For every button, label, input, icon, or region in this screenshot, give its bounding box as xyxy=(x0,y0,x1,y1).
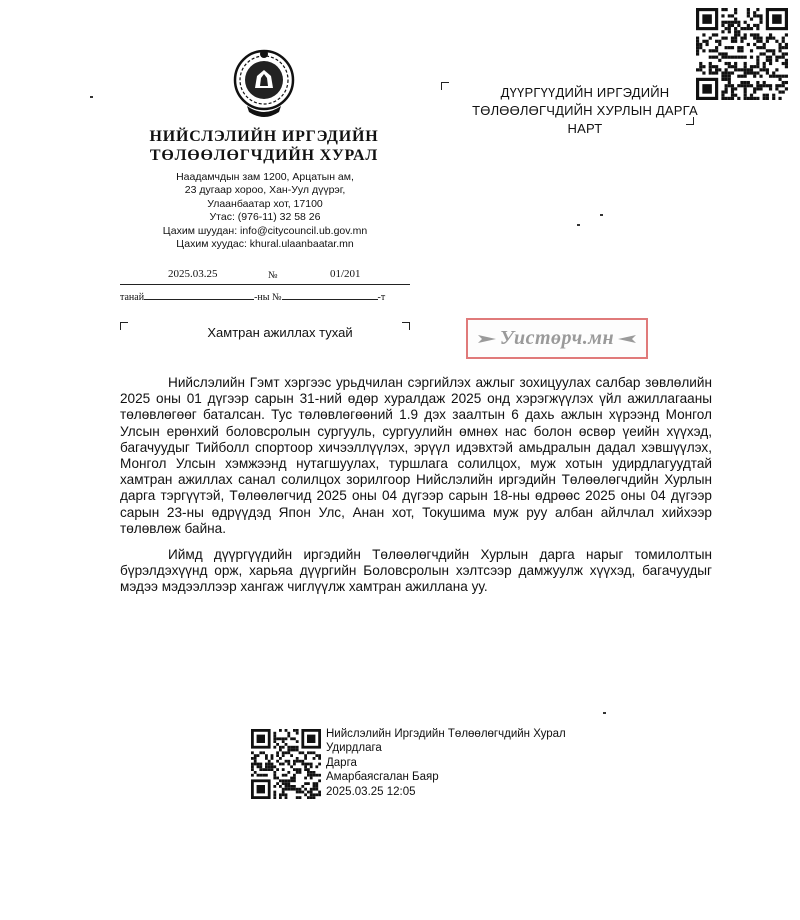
source-watermark xyxy=(466,318,648,359)
recipient-line2: ТӨЛӨӨЛӨГЧДИЙН ХУРЛЫН ДАРГА xyxy=(472,103,698,118)
document-date: 2025.03.25 xyxy=(168,268,218,280)
number-label: № xyxy=(268,270,278,281)
body-paragraph: Нийслэлийн Гэмт хэргээс урьдчилан сэргийлэх ажлыг зохицуулах салбар зөвлөлийн 2025 оны 01 дүгээр сарын 31-ний өдөр хуралдаж 2025 онд хэрэгжүүлэх үйл ажиллагааны төлөвлөгөөг баталсан. Тус төлөвлөгөөний 1.9 дэх заалтын 6 дахь ажлын хүрээнд Монгол Улсын ерөнхий боловсролын сургууль, сургуулийн өмнөх нас болон өсвөр үеийн хүүхэд, багачуудыг Тийболл спортоор хичээллүүлэх, эрүүл идэвхтэй амьдралын дадал хэвшүүлэх, Монгол Улсын хэмжээнд нутагшуулах, туршлага солилцох, муж хотын удирдлагуудтай хамтран ажиллах санал солилцох зорилгоор Нийслэлийн иргэдийн Төлөөлөгчдийн Хурлын дарга тэргүүтэй, Төлөөлөгчид 2025 оны 04 дүгээр сарын 18-ны өдрөөс 2025 оны 04 дүгээр сарын 23-ны өдрүүдэд Япон Улс, Анан хот, Токушима муж руу албан айлчлал хийхээр төлөвлөж байна. xyxy=(120,375,712,536)
subject-corner-mark xyxy=(402,322,410,330)
tany-label: танай xyxy=(120,292,145,303)
signature-position: Дарга xyxy=(326,756,357,769)
wing-left-icon xyxy=(476,334,496,344)
signature-organization: Нийслэлийн Иргэдийн Төлөөлөгчдийн Хурал xyxy=(326,728,566,740)
letter-body xyxy=(120,375,712,606)
address-line1: Наадамчдын зам 1200, Арцатын ам, xyxy=(176,171,354,183)
signature-department: Удирдлага xyxy=(326,742,382,755)
email-address: Цахим шуудан: info@citycouncil.ub.gov.mn xyxy=(162,224,368,237)
phone-number: Утас: (976-11) 32 58 26 xyxy=(209,211,321,224)
reply-date-blank xyxy=(144,290,254,300)
reference-line xyxy=(120,268,410,285)
scan-speck xyxy=(603,712,606,714)
qr-code-icon xyxy=(696,6,788,102)
website-address: Цахим хуудас: khural.ulaanbaatar.mn xyxy=(176,238,354,251)
recipient-line3: НАРТ xyxy=(567,121,603,136)
organization-name-line2: ТӨЛӨӨЛӨГЧДИЙН ХУРАЛ xyxy=(149,147,379,164)
reply-number-blank xyxy=(282,290,378,300)
signature-timestamp: 2025.03.25 12:05 xyxy=(326,785,416,798)
address-line3: Улаанбаатар хот, 17100 xyxy=(207,197,323,210)
scan-speck xyxy=(577,224,580,226)
state-emblem-icon xyxy=(233,46,295,120)
address-line2: 23 дугаар хороо, Хан-Уул дүүрэг, xyxy=(184,184,346,197)
scan-speck xyxy=(600,214,603,216)
ny-label: -ны № xyxy=(254,292,282,303)
recipient-line1: ДҮҮРГҮҮДИЙН ИРГЭДИЙН xyxy=(500,85,670,100)
watermark-text: Уистөрч.мн xyxy=(499,327,615,349)
electronic-signature xyxy=(326,727,566,799)
t-label: -т xyxy=(377,292,386,303)
organization-name xyxy=(130,127,398,165)
scan-speck xyxy=(90,96,93,98)
reply-reference-line xyxy=(120,290,410,303)
body-paragraph: Иймд дүүргүүдийн иргэдийн Төлөөлөгчдийн Хурлын дарга нарыг томилолтын бүрэлдэхүүнд орж, харьяа дүүргийн Боловсролын хэлтсээр дамжуулж хүүхэд, багачуудыг мэдээ мэдээллээр хангаж чиглүүлж хамтран ажиллана уу. xyxy=(120,547,712,595)
organization-name-line1: НИЙСЛЭЛИЙН ИРГЭДИЙН xyxy=(149,128,379,145)
signatory-name: Амарбаясгалан Баяр xyxy=(326,771,439,784)
document-number: 01/201 xyxy=(330,268,361,280)
document-subject: Хамтран ажиллах тухай xyxy=(207,325,353,340)
recipient-block xyxy=(460,84,710,138)
qr-code-icon xyxy=(251,728,321,800)
subject-corner-mark xyxy=(120,322,128,330)
recipient-corner-mark xyxy=(441,82,449,90)
wing-right-icon xyxy=(618,334,638,344)
organization-address xyxy=(120,171,410,251)
